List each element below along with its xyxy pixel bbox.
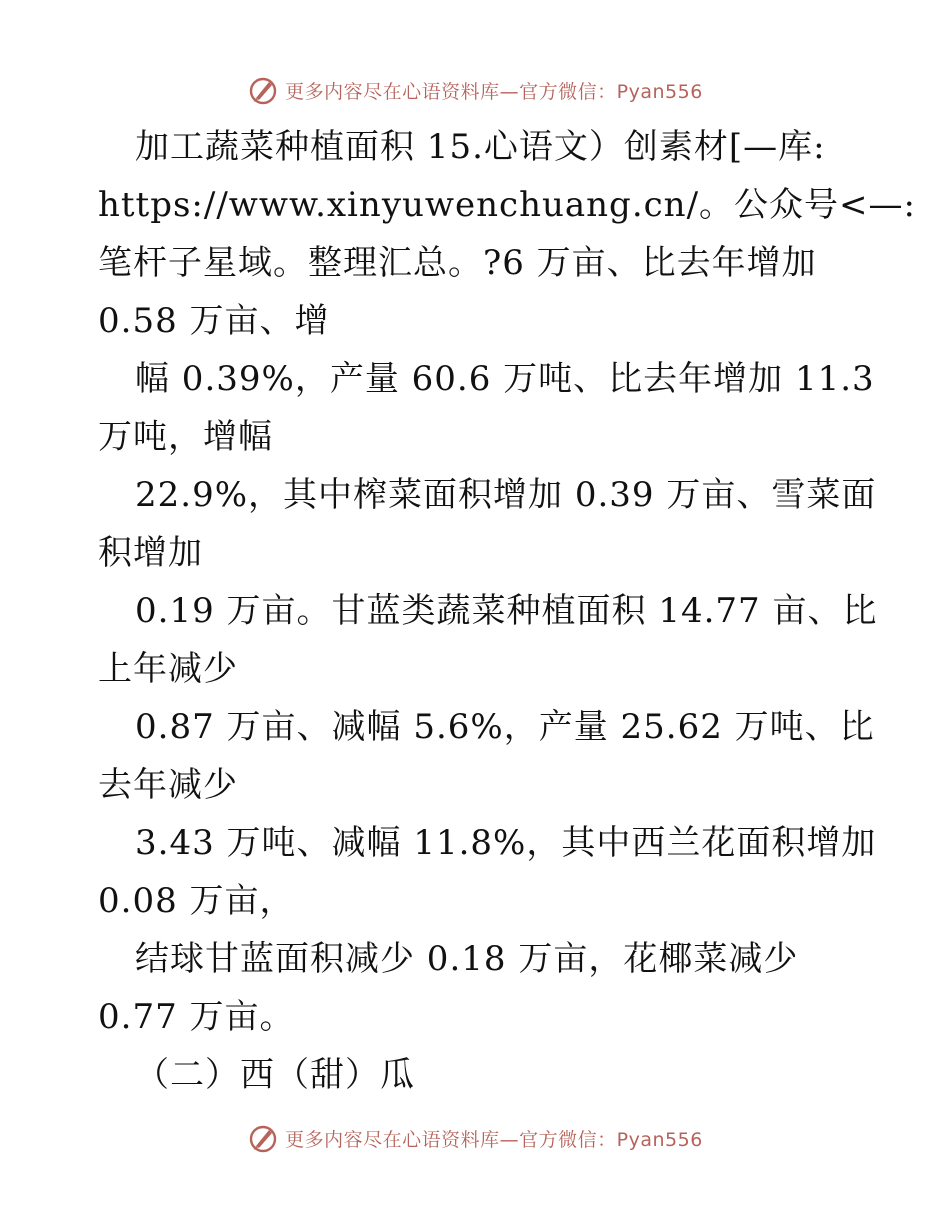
text-line-9: 0.19 万亩。甘蓝类蔬菜种植面积 14.77 亩、比 [135,591,878,631]
pen-logo-icon [247,74,279,106]
pen-logo-icon [247,1122,279,1154]
text-line-10: 上年减少 [98,649,238,689]
text-line-15: 结球甘蓝面积减少 0.18 万亩，花椰菜减少 [135,939,799,979]
text-line-8: 积增加 [98,533,203,573]
text-line-14: 0.08 万亩， [98,881,295,921]
header-watermark [0,70,950,110]
header-watermark-text: 更多内容尽在心语资料库—官方微信：Pyan556 [285,80,703,103]
text-line-13: 3.43 万吨、减幅 11.8%，其中西兰花面积增加 [135,823,877,863]
text-line-7: 22.9%，其中榨菜面积增加 0.39 万亩、雪菜面 [135,475,877,515]
footer-watermark-text: 更多内容尽在心语资料库—官方微信：Pyan556 [285,1128,703,1151]
text-line-5: 幅 0.39%，产量 60.6 万吨、比去年增加 11.3 [135,359,875,399]
text-line-3: 笔杆子星域。整理汇总。?6 万亩、比去年增加 [98,243,817,283]
text-line-6: 万吨，增幅 [98,417,273,457]
text-line-2: https://www.xinyuwenchuang.cn/。公众号<—: [98,185,916,225]
text-line-4: 0.58 万亩、增 [98,301,330,341]
text-line-11: 0.87 万亩、减幅 5.6%，产量 25.62 万吨、比 [135,707,875,747]
section-heading: （二）西（甜）瓜 [135,1055,415,1095]
text-line-12: 去年减少 [98,765,238,805]
text-line-1: 加工蔬菜种植面积 15.心语文）创素材[—库: [135,127,826,167]
text-line-16: 0.77 万亩。 [98,997,295,1037]
footer-watermark [0,1118,950,1158]
